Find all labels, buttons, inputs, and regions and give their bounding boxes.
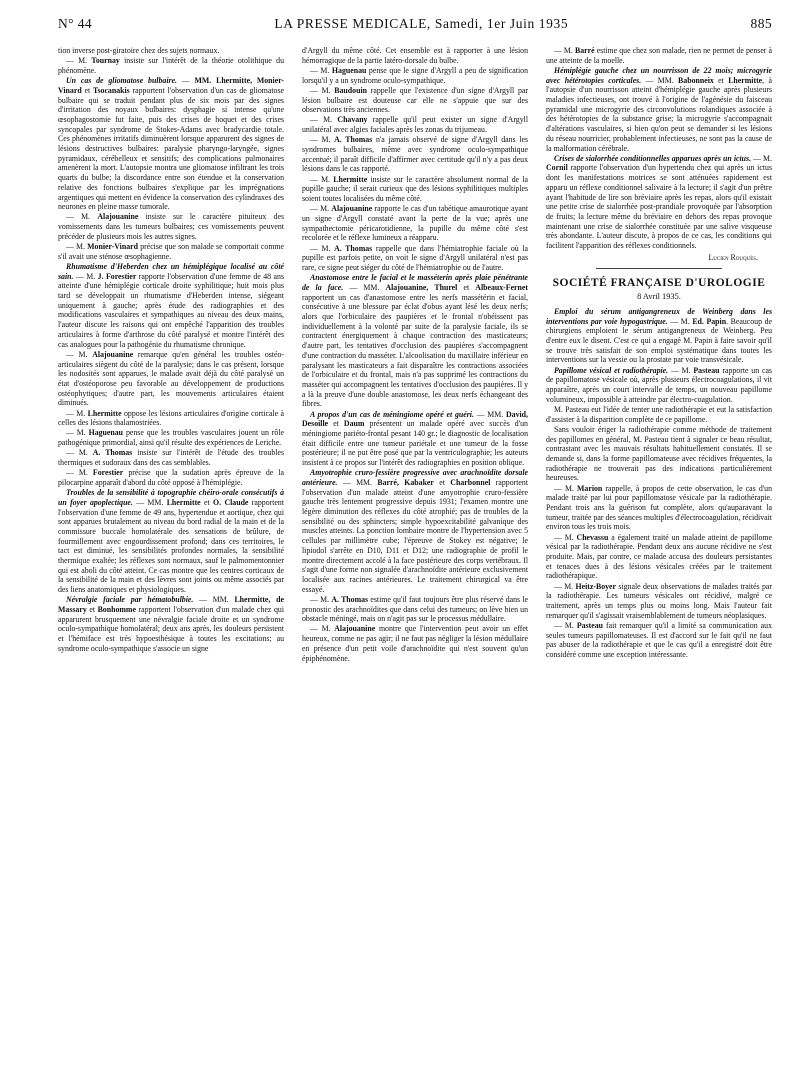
- author-name: Haguenau: [331, 65, 367, 75]
- communication-title: Rhumatisme d'Heberden chez un hémiplégique localisé au côté sain.: [58, 261, 284, 281]
- author-name: Lhermitte, de Massary: [58, 595, 284, 615]
- paragraph: [302, 46, 528, 65]
- author-name: Cornil: [546, 163, 568, 173]
- paragraph: [302, 595, 528, 624]
- body-text: — M.: [668, 365, 694, 375]
- author-name: Lhermitte: [87, 408, 122, 418]
- paragraph: [58, 350, 284, 408]
- author-name: Albeaux-Fernet: [475, 282, 528, 292]
- paragraph: [546, 582, 772, 621]
- body-text: estime que chez son malade, rien ne permet de penser à une atteinte de la moelle.: [546, 46, 772, 65]
- body-text: rappelle que dans l'hémiatrophie faciale où la pupille est parfois petite, on voit le signe d'Argyll unilatéral n'est pas rare, ce signe peut siéger du côté de l'hémiatrophie ou de l'autre.: [302, 243, 528, 272]
- communication-title: Amyotrophie cruro-fessière progressive avec arachnoïdite dorsale antérieure.: [302, 468, 528, 487]
- body-text: — MM.: [132, 497, 167, 507]
- body-text: tion inverse post-giratoire chez des sujets normaux.: [58, 46, 220, 55]
- author-name: Tsocanakis: [92, 85, 130, 95]
- paragraph: [58, 262, 284, 349]
- author-name: Monier-Vinard: [87, 242, 138, 252]
- author-name: MM. Lhermitte, Monier-Vinard: [58, 76, 284, 95]
- paragraph: [546, 154, 772, 251]
- body-text: — M.: [310, 174, 334, 184]
- communication-title: Crises de sialorrhée conditionnelles apparues après un ictus.: [554, 153, 752, 163]
- paragraph: [58, 595, 284, 653]
- body-text: — MM.: [337, 477, 378, 487]
- paragraph: [546, 484, 772, 533]
- paragraph: [58, 428, 284, 447]
- body-text: et: [457, 282, 476, 292]
- body-text: — MM.: [641, 75, 679, 85]
- body-text: présentent un malade opéré avec succès d'un méningiome pariéto-frontal pesant 140 gr.; le diagnostic de localisation était difficile entre une tumeur pariétale et une tumeur de la fosse postérieure; il ne put être posé que par la ventriculographie; les auteurs insistent à ce propos sur l'intérêt des radiographies en position oblique.: [302, 419, 528, 468]
- paragraph: [302, 135, 528, 174]
- author-name: Alajouanine: [92, 349, 134, 359]
- paragraph: [546, 425, 772, 483]
- page-number: 885: [750, 16, 772, 31]
- body-text: — M.: [66, 428, 89, 438]
- session-date: 8 Avril 1935.: [637, 292, 681, 302]
- body-text: rappelle, à propos de cette observation, le cas d'un malade traité par lui pour papillomatose vésicale par la radiothérapie. Pendant trois ans la guérison fut complète, alors qu'auparavant la tumeur, traitée par des séances multiples d'électrocoagulation, récidivait environ tous les trois mois.: [546, 483, 772, 532]
- column-right: [546, 46, 772, 1066]
- body-text: — M.: [310, 85, 335, 95]
- body-text: M. Pasteau eut l'idée de tenter une radiothérapie et eut la satisfaction d'assister à la disparition complète de ce papillome.: [546, 404, 772, 424]
- body-text: fait remarquer qu'il a limité sa communication aux seules tumeurs papillomateuses. Il est d'accord sur le fait qu'il ne faut pas abuser de la radiothérapie et que le cas qu'il a enregistré doit être considéré comme une exception intéressante.: [546, 620, 772, 659]
- paragraph: [302, 624, 528, 663]
- body-text: — M.: [554, 620, 577, 630]
- paragraph: [58, 46, 284, 56]
- body-text: rapportent l'observation d'un malade chez qui apparurent brusquement une névralgie faciale droite et un syndrome oculo-sympathique homolatéral; deux ans après, les douleurs persistent et l'hémiface est très hypoesthésique à toutes les excitations; au syndrome oculo-sympathique s'associe un signe: [58, 605, 284, 653]
- column-middle: [302, 46, 528, 1066]
- body-text: montre que l'intervention peut avoir un effet heureux, comme ne pas agir; il ne faut pas négliger la lésion médullaire en présence d'un petit voile d'arachnoïdite qui n'est souvent qu'un épiphénomène.: [302, 624, 528, 663]
- author-name: Pasteau: [576, 620, 604, 630]
- author-name: A. Thomas: [92, 448, 133, 458]
- body-text: — M.: [66, 349, 93, 359]
- paragraph: [546, 307, 772, 365]
- author-name: Alajouanine: [331, 204, 373, 214]
- body-text: pense que le signe d'Argyll a peu de signification lorsqu'il y a un syndrome oculo-sympathique.: [302, 65, 528, 85]
- paragraph: [58, 409, 284, 428]
- text-columns: [58, 46, 772, 1066]
- communication-title: Hémiplégie gauche chez un nourrisson de 22 mois; microgyrie avec hétérotopies corticales.: [546, 65, 772, 85]
- author-name: Marion: [577, 483, 603, 493]
- paragraph: [302, 244, 528, 273]
- body-text: et: [433, 477, 451, 487]
- author-name: Haguenau: [88, 428, 124, 438]
- author-signature: Lucien Rouquès.: [708, 252, 758, 262]
- body-text: — M.: [66, 448, 93, 458]
- author-name: Ed. Papin: [692, 316, 727, 326]
- author-name: Alajouanine, Thurel: [385, 282, 458, 292]
- paragraph: [58, 212, 284, 241]
- body-text: rappelle qu'il peut exister un signe d'Argyll unilatéral avec algies faciales après les zonas du trijumeau.: [302, 115, 528, 135]
- body-text: rapportent l'observation d'un malade atteint d'une amyotrophie cruro-fessière gauche très lentement progressive depuis 1931; l'examen montre une légère diminution des réflexes du côté atrophié; pas de troubles de la sensibilité ou des sphincters; simple hypoexcitabilité galvanique des muscles atteints. La ponction lombaire montre de l'hypertension avec 5 cellules par millimètre cube; l'épreuve de Stokey est négative; le lipiodol s'arrête en D10, D11 et D12; une radiographie de profil le montre directement accolé à la face postérieure des corps vertébraux. Il s'agit d'une forme non signalée d'arachnoïdite antérieure exclusivement localisée aux racines antérieures. Le traitement chirurgical va être essayé.: [302, 477, 528, 594]
- author-name: Barré, Kabaker: [377, 477, 434, 487]
- body-text: — M.: [310, 204, 332, 214]
- running-header: [58, 16, 772, 38]
- body-text: d'Argyll du même côté. Cet ensemble est à rapporter à une lésion hémorragique de la partie latéro-dorsale du bulbe.: [302, 46, 528, 65]
- body-text: — M.: [310, 115, 338, 125]
- paragraph: [546, 366, 772, 405]
- body-text: — M.: [554, 46, 575, 55]
- body-text: rapporte le cas d'un tabétique amaurotique ayant un signe d'Argyll constaté avant la perte de la vue; après une sympathectomie péricarotidienne, la pupille du même côté s'est recolorée et le réflexe lumineux a réapparu.: [302, 204, 528, 243]
- paragraph: [546, 621, 772, 660]
- paragraph: [302, 86, 528, 115]
- author-name: Baudouin: [334, 85, 367, 95]
- body-text: — M.: [310, 624, 335, 634]
- body-text: n'a jamais observé de signe d'Argyll dans les syndromes bulbaires, même avec syndrome oculo-sympathique accentué; il paraît difficile d'affirmer avec certitude qu'il n'y a pas deux lésions dans le cas rapporté.: [302, 135, 528, 174]
- body-text: rapporte un cas de papillomatose vésicale où, après plusieurs électrocoagulations, il vit apparaître, après un court intervalle de temps, un nouveau papillome volumineux, impossible à atteindre par électro-coagulation.: [546, 365, 772, 404]
- author-name: Daum: [343, 419, 365, 429]
- communication-title: Emploi du sérum antigangreneux de Weinberg dans les interventions par voie hypogastrique.: [546, 306, 772, 326]
- body-text: — M.: [66, 212, 98, 222]
- body-text: insiste sur le caractère pituiteux des vomissements dans les tumeurs bulbaires; ces vomissements peuvent précéder de plusieurs mois les autres signes.: [58, 212, 284, 241]
- body-text: estime qu'il faut toujours être plus réservé dans le pronostic des arachnoïdites que dans celui des tumeurs; on lève bien un obstacle méningé, mais on n'agit pas sur le processus médullaire.: [302, 594, 528, 624]
- body-text: précise que son malade se comportait comme s'il avait une sténose œsophagienne.: [58, 242, 284, 261]
- paragraph: [546, 405, 772, 424]
- body-text: précise que la sudation après épreuve de la pilocarpine apparaît d'abord du côté opposé à l'hémiplégie.: [58, 468, 284, 487]
- body-text: rapportent un cas d'anastomose entre les nerfs massétérin et facial, consécutive à une blessure par éclat d'obus ayant lésé les deux nerfs; alors que l'orbiculaire des paupières et le frontal n'obéissent pas individuellement à la volonté par suite de la paralysie faciale, ils se contractent énergiquement à chaque contraction des masticateurs; d'autre part, les tentatives d'occlusion des paupières s'accompagnent d'une contraction du masséter. L'alcoolisation du maxillaire inférieur en paralysant les masticateurs a fait disparaître les contractions associées de l'orbiculaire et du frontal, mais n'a pas supprimé les contractions du masséter qui accompagnent les tentatives d'occlusion des paupières. Il y a là la preuve d'une double anastomose, les deux nerfs échangeant des fibres.: [302, 292, 528, 409]
- body-text: insiste sur l'intérêt de l'étude des troubles thermiques et sudoraux dans des cas semblables.: [58, 448, 284, 468]
- body-text: — M.: [310, 65, 332, 75]
- communication-title: Anastomose entre le facial et le masséterin après plaie pénétrante de la face.: [302, 273, 528, 292]
- body-text: —: [177, 76, 195, 86]
- body-text: — MM.: [193, 595, 235, 605]
- body-text: — M.: [554, 483, 578, 493]
- body-text: signale deux observations de malades traités par la radiothérapie. Les tumeurs vésicales ont récidivé, malgré ce traitement, après un temps plus ou moins long. Mais l'auteur fait remarquer qu'il s'agissait vraisemblablement de tumeurs néoplasiques.: [546, 581, 772, 620]
- author-name: Alajouanine: [334, 624, 376, 634]
- body-text: insiste sur l'intérêt de la théorie otolithique du phénomène.: [58, 56, 284, 75]
- paragraph: [302, 175, 528, 204]
- body-text: — M.: [73, 271, 98, 281]
- paragraph: [302, 273, 528, 409]
- body-text: — MM.: [343, 282, 386, 292]
- section-heading: SOCIÉTÉ FRANÇAISE D'UROLOGIE: [552, 277, 766, 290]
- body-text: — M.: [310, 135, 335, 145]
- paragraph: [546, 46, 772, 65]
- body-text: — M.: [667, 316, 693, 326]
- communication-title: Un cas de gliomatose bulbaire.: [66, 76, 178, 86]
- body-text: oppose les lésions articulaires d'origine corticale à celles des lésions thalamostriées.: [58, 408, 284, 428]
- body-text: . Beaucoup de chirurgiens emploient le sérum antigangreneux de Weinberg. Peu d'entre eux le disent. C'est ce qui a engagé M. Papin à faire savoir qu'il se trouve très satisfait de son emploi systématique dans toutes les interventions sur la vessie ou la prostate par voie transvésicale.: [546, 316, 772, 365]
- author-name: David, Desoille: [302, 409, 528, 429]
- paragraph: [546, 533, 772, 582]
- paragraph: [302, 468, 528, 594]
- paragraph: [58, 468, 284, 487]
- paragraph: [302, 204, 528, 243]
- author-name: A. Thomas: [334, 135, 373, 145]
- journal-title: LA PRESSE MEDICALE, Samedi, 1er Juin 1935: [274, 16, 569, 31]
- body-text: — M.: [751, 153, 772, 163]
- author-name: Chavany: [337, 115, 368, 125]
- body-text: — M.: [310, 594, 332, 604]
- paragraph: [302, 410, 528, 468]
- body-text: — M.: [66, 56, 92, 66]
- body-text: et: [328, 419, 344, 429]
- body-text: rappelle que l'existence d'un signe d'Argyll par lésion bulbaire est douteuse car elle ne s'appuie que sur des observations très anciennes.: [302, 85, 528, 115]
- body-text: — M.: [554, 581, 576, 591]
- body-text: — MM.: [473, 409, 506, 419]
- body-text: insiste sur le caractère absolument normal de la pupille gauche; il serait curieux que des lésions syphilitiques multiples soient toutes localisées du même côté.: [302, 174, 528, 204]
- body-text: — M.: [66, 242, 88, 252]
- author-name: Pasteau: [693, 365, 720, 375]
- body-text: et: [81, 85, 93, 95]
- author-name: A. Thomas: [331, 594, 369, 604]
- body-text: — M.: [310, 243, 335, 253]
- body-text: et: [86, 605, 98, 615]
- body-text: Sans vouloir ériger la radiothérapie comme méthode de traitement des papillomes en général, M. Pasteau tient à signaler ce beau résultat, contrastant avec les mauvais résultats habituellement constatés. Il se demande si, dans la forme papillomateuse avec récidives fréquentes, la radiothérapie ne trouverait pas des indications particulièrement heureuses.: [546, 424, 772, 483]
- author-name: Lhermitte: [166, 497, 201, 507]
- body-text: rapporte l'observation d'un hypertendu chez qui après un ictus dont les manifestations motrices se sont atténuées rapidement est apparu un réflexe conditionnel salivaire à la lecture; il s'agit d'un prêtre ayant l'habitude de lire son bréviaire après les repas, alors qu'il existait une petite crise de sialorrhée post-prandiale provoquée par l'absorption de fruits; la lecture même du bréviaire en dehors des repas provoque maintenant une crise de sialorrhée constituée par une salive visqueuse très abondante. L'auteur discute, à propos de ce cas, les conditions qui facilitent l'apparition des réflexes conditionnels.: [546, 163, 772, 251]
- paragraph: [546, 66, 772, 153]
- body-text: rapporte l'observation d'une femme de 48 ans atteinte d'une hémiplégie corticale droite syphilitique; huit mois plus tard se développait un rhumatisme d'Heberden intense, siégeant uniquement à gauche; après étude des radiographies et des modifications vasculaires et sympathiques au niveau des deux mains, l'auteur discute les raisons qui ont empêché l'apparition des troubles articulaires à forme d'arthrose du côté paralysé et montre l'intérêt des cas analogues pour la pathogénie du rhumatisme chronique.: [58, 271, 284, 349]
- author-name: J. Forestier: [97, 271, 137, 281]
- communication-title: A propos d'un cas de méningiome opéré et guéri.: [310, 409, 474, 419]
- author-name: Alajouanine: [97, 212, 139, 222]
- author-name: Lhermitte: [728, 75, 763, 85]
- paragraph: [58, 242, 284, 261]
- paragraph: [58, 448, 284, 467]
- author-name: Chevassu: [576, 532, 609, 542]
- issue-number: N° 44: [58, 16, 93, 31]
- body-text: remarque qu'en général les troubles ostéo-articulaires siègent du côté de la paralysie; dans le cas présent, lorsque les nodosités sont apparues, le malade avait déjà du côté paralysé un état d'ostéoporose peu favorable au développement de productions ostéophytiques; d'autre part, les mouvements articulaires étaient diminués.: [58, 349, 284, 408]
- author-name: Charbonnel: [450, 477, 491, 487]
- body-text: rapportent l'observation d'un cas de gliomatose bulbaire qui se traduit pendant plus de six mois par des signes d'irritation des noyaux bulbaires: dysphagie si intense qu'une œsophagostomie fut faite, puis des crises de hoquet et des crises syncopales par syndrome de Stokes-Adams avec bradycardie totale. Ces phénomènes irritatifs diminuèrent lorsque apparurent des signes de lésions destructives bulbaires: paralysie pharyngo-laryngée, signes pyramidaux, cérébelleux et sensitifs; des complications pulmonaires amenèrent la mort. L'autopsie montra une gliomatose infiltrant les trois quarts du bulbe; la discordance entre son étendue et la conservation relative des fonctions bulbaires s'explique par les imprégnations argentiques qui mettent en évidence la conservation des cylindraxes des neurones en pleine masse tumorale.: [58, 85, 284, 212]
- body-text: et: [200, 497, 214, 507]
- communication-title: Troubles de la sensibilité à topographie chéiro-orale consécutifs à un foyer apoplectique.: [58, 488, 284, 507]
- body-text: — M.: [554, 532, 577, 542]
- column-left: [58, 46, 284, 1066]
- section-divider: [596, 268, 722, 269]
- communication-title: Névralgie faciale par hématobulbie.: [66, 595, 194, 605]
- author-name: Forestier: [92, 468, 124, 478]
- communication-title: Papillome vésical et radiothérapie.: [554, 365, 669, 375]
- author-name: Lhermitte: [333, 174, 368, 184]
- body-text: et: [713, 75, 729, 85]
- body-text: a également traité un malade atteint de papillome vésical par la radiothérapie. Pendant deux ans aucune récidive ne s'est produite. Mais, par contre, ce malade accusa des douleurs persistantes et tenaces dues à des lésions vésicales créées par le traitement radiothérapique.: [546, 532, 772, 581]
- paragraph: [302, 115, 528, 134]
- author-name: Babonneix: [678, 75, 714, 85]
- author-name: Tournay: [91, 56, 120, 66]
- author-name: O. Claude: [213, 497, 249, 507]
- paragraph: [58, 56, 284, 75]
- paragraph: [302, 66, 528, 85]
- body-text: — M.: [66, 408, 88, 418]
- paragraph: [58, 488, 284, 595]
- paragraph: [58, 76, 284, 212]
- body-text: , à l'autopsie d'un nourrisson atteint d'hémiplégie gauche après plusieurs maladies infectieuses, ont trouvé à l'origine de l'agénésie du faisceau pyramidal une microgyrie des circonvolutions rolandiques associée à des hétérotopies de la substance grise; la microgyrie s'accompagnait d'altérations vasculaires, si bien qu'on peut se demander si les lésions du réseau nourricier, probablement infectieuses, ne sont pas la cause de la malformation cérébrale.: [546, 75, 772, 153]
- body-text: — M.: [66, 468, 93, 478]
- author-name: Bonhomme: [97, 605, 136, 615]
- author-name: Heitz-Boyer: [575, 581, 617, 591]
- body-text: pense que les troubles vasculaires jouent un rôle pathogénique primordial, ainsi qu'il résulte des expériences de Leriche.: [58, 428, 284, 448]
- body-text: rapportent l'observation d'une femme de 49 ans, hypertendue et aortique, chez qui sont apparues brutalement au niveau du bord radial de la main et de la commissure buccale homolatérale des sensations de brûlure, de fourmillement avec engourdissement profond; dans ces territoires, le tact est diminué, les sensibilités profondes normales, la sensibilité thermique exaltée; les réflexes sont normaux, sauf le palmomentonnier qui est aboli du côté atteint. Ce cas montre que les centres corticaux de la sensibilité de la main et des lèvres sont joints ou même associés par des liens anatomiques et physiologiques.: [58, 497, 284, 595]
- author-name: A. Thomas: [334, 243, 373, 253]
- author-name: Barré: [574, 46, 595, 55]
